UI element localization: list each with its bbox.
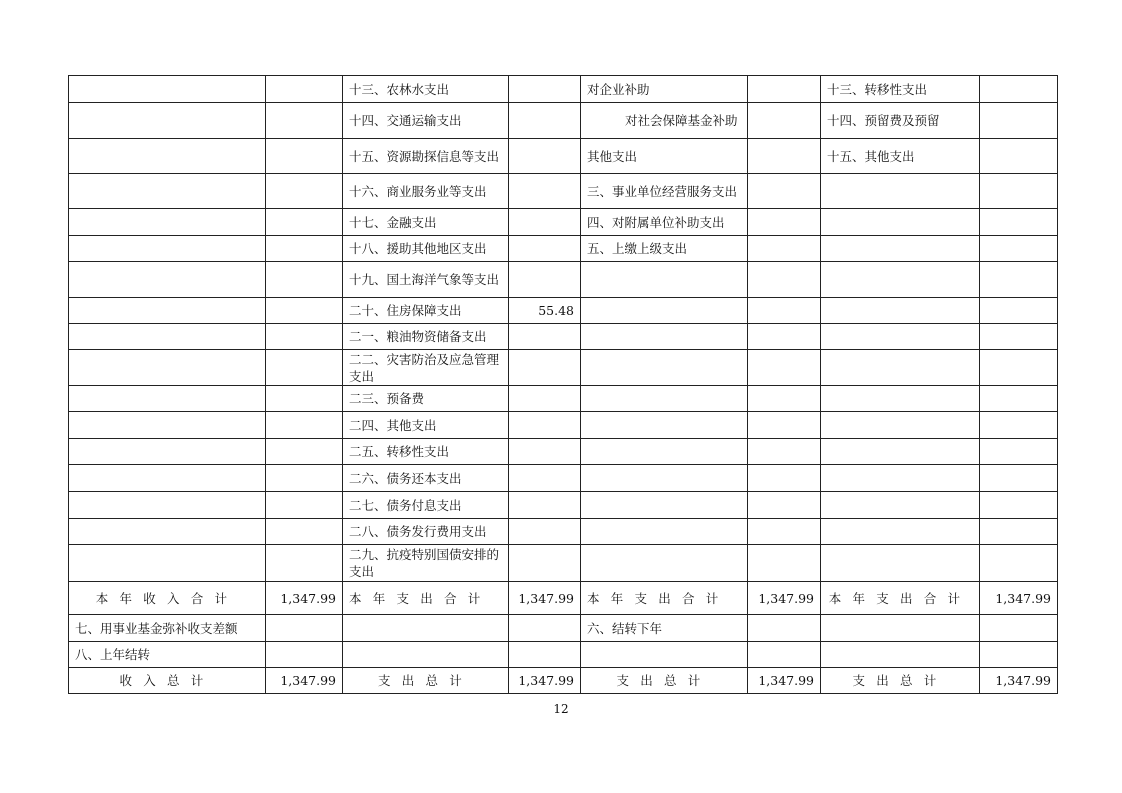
table-cell: 1,347.99 <box>266 582 343 615</box>
table-row <box>69 615 1058 642</box>
table-cell <box>980 139 1058 174</box>
table-row <box>69 519 1058 545</box>
table-cell <box>748 298 821 324</box>
table-cell <box>343 615 509 642</box>
table-cell: 二六、债务还本支出 <box>343 465 509 492</box>
table-cell <box>69 103 266 139</box>
table-cell <box>821 386 980 412</box>
table-cell <box>69 465 266 492</box>
table-cell <box>980 209 1058 236</box>
table-cell <box>69 350 266 386</box>
table-cell: 十四、预留费及预留 <box>821 103 980 139</box>
table-cell <box>266 298 343 324</box>
table-cell: 二九、抗疫特别国债安排的支出 <box>343 545 509 582</box>
table-cell: 二三、预备费 <box>343 386 509 412</box>
table-cell <box>69 76 266 103</box>
table-cell <box>748 615 821 642</box>
table-cell <box>821 209 980 236</box>
table-cell <box>509 642 581 668</box>
table-row <box>69 209 1058 236</box>
table-cell <box>821 412 980 439</box>
table-cell <box>266 262 343 298</box>
table-row <box>69 465 1058 492</box>
table-cell <box>980 103 1058 139</box>
table-cell: 1,347.99 <box>748 582 821 615</box>
table-cell <box>980 439 1058 465</box>
table-cell <box>266 324 343 350</box>
table-cell <box>266 139 343 174</box>
table-cell <box>581 545 748 582</box>
table-cell <box>821 545 980 582</box>
table-cell <box>748 174 821 209</box>
table-cell <box>748 465 821 492</box>
table-cell <box>266 519 343 545</box>
table-cell: 十八、援助其他地区支出 <box>343 236 509 262</box>
table-cell <box>69 174 266 209</box>
table-cell <box>821 642 980 668</box>
table-cell <box>748 642 821 668</box>
table-cell <box>980 324 1058 350</box>
table-row <box>69 386 1058 412</box>
table-row <box>69 642 1058 668</box>
table-cell <box>581 386 748 412</box>
table-cell <box>748 103 821 139</box>
table-row <box>69 582 1058 615</box>
table-row <box>69 545 1058 582</box>
table-cell: 二一、粮油物资储备支出 <box>343 324 509 350</box>
table-cell <box>69 236 266 262</box>
table-row <box>69 236 1058 262</box>
table-cell <box>581 324 748 350</box>
table-cell <box>509 262 581 298</box>
table-cell: 六、结转下年 <box>581 615 748 642</box>
table-cell <box>980 465 1058 492</box>
table-cell <box>581 412 748 439</box>
table-cell <box>748 139 821 174</box>
table-cell <box>69 298 266 324</box>
table-cell <box>509 139 581 174</box>
table-cell <box>509 236 581 262</box>
table-cell <box>980 298 1058 324</box>
table-cell: 十五、其他支出 <box>821 139 980 174</box>
table-cell <box>266 492 343 519</box>
table-cell <box>69 139 266 174</box>
table-cell <box>343 642 509 668</box>
table-cell <box>509 174 581 209</box>
table-cell <box>980 492 1058 519</box>
table-cell: 对社会保障基金补助 <box>581 103 748 139</box>
table-cell <box>821 350 980 386</box>
table-cell <box>748 519 821 545</box>
table-cell <box>748 76 821 103</box>
table-cell <box>69 209 266 236</box>
table-cell <box>821 298 980 324</box>
table-cell: 支出总计 <box>821 668 980 694</box>
table-cell: 八、上年结转 <box>69 642 266 668</box>
table-cell <box>266 350 343 386</box>
table-cell: 二十、住房保障支出 <box>343 298 509 324</box>
table-cell <box>509 615 581 642</box>
table-cell: 二七、债务付息支出 <box>343 492 509 519</box>
table-row <box>69 350 1058 386</box>
table-cell <box>509 76 581 103</box>
table-cell <box>266 386 343 412</box>
table-cell <box>509 209 581 236</box>
table-cell: 1,347.99 <box>748 668 821 694</box>
table-cell: 本年支出合计 <box>581 582 748 615</box>
table-cell <box>509 412 581 439</box>
table-cell: 本年支出合计 <box>821 582 980 615</box>
table-cell <box>69 386 266 412</box>
table-cell <box>266 642 343 668</box>
table-cell: 五、上缴上级支出 <box>581 236 748 262</box>
table-cell <box>581 642 748 668</box>
table-row <box>69 298 1058 324</box>
table-cell <box>509 465 581 492</box>
table-cell <box>581 465 748 492</box>
table-cell: 1,347.99 <box>509 668 581 694</box>
table-cell: 支出总计 <box>581 668 748 694</box>
table-cell: 55.48 <box>509 298 581 324</box>
table-cell <box>821 439 980 465</box>
table-cell <box>266 439 343 465</box>
table-cell <box>748 545 821 582</box>
table-cell: 七、用事业基金弥补收支差额 <box>69 615 266 642</box>
table-cell <box>509 103 581 139</box>
table-cell <box>821 519 980 545</box>
table-cell <box>748 209 821 236</box>
table-cell <box>980 642 1058 668</box>
table-cell <box>748 324 821 350</box>
table-cell <box>748 236 821 262</box>
table-cell: 1,347.99 <box>980 668 1058 694</box>
table-cell: 本年收入合计 <box>69 582 266 615</box>
table-cell <box>748 262 821 298</box>
table-cell <box>581 350 748 386</box>
table-cell <box>266 412 343 439</box>
table-cell: 二八、债务发行费用支出 <box>343 519 509 545</box>
table-cell <box>69 545 266 582</box>
table-cell <box>980 412 1058 439</box>
table-cell <box>266 236 343 262</box>
table-row <box>69 103 1058 139</box>
table-cell <box>980 76 1058 103</box>
table-cell: 十三、农林水支出 <box>343 76 509 103</box>
table-cell <box>509 439 581 465</box>
table-cell <box>509 492 581 519</box>
table-cell: 十九、国土海洋气象等支出 <box>343 262 509 298</box>
budget-table <box>68 75 1058 694</box>
table-row <box>69 439 1058 465</box>
table-cell: 收入总计 <box>69 668 266 694</box>
table-cell: 十四、交通运输支出 <box>343 103 509 139</box>
table-cell <box>980 236 1058 262</box>
table-cell <box>266 174 343 209</box>
table-cell: 四、对附属单位补助支出 <box>581 209 748 236</box>
table-row <box>69 668 1058 694</box>
table-cell <box>266 103 343 139</box>
table-cell <box>509 519 581 545</box>
table-row <box>69 139 1058 174</box>
table-cell <box>581 492 748 519</box>
table-cell <box>69 519 266 545</box>
table-cell <box>821 615 980 642</box>
table-cell <box>980 350 1058 386</box>
table-cell <box>69 412 266 439</box>
table-cell <box>581 298 748 324</box>
table-cell <box>69 262 266 298</box>
table-cell <box>980 262 1058 298</box>
table-cell: 本年支出合计 <box>343 582 509 615</box>
table-cell: 二五、转移性支出 <box>343 439 509 465</box>
table-cell <box>509 324 581 350</box>
table-cell <box>748 412 821 439</box>
table-cell <box>581 262 748 298</box>
table-row <box>69 492 1058 519</box>
table-cell: 十五、资源勘探信息等支出 <box>343 139 509 174</box>
table-cell <box>266 545 343 582</box>
table-cell <box>821 465 980 492</box>
table-cell <box>581 439 748 465</box>
table-cell: 1,347.99 <box>509 582 581 615</box>
table-cell <box>980 545 1058 582</box>
table-row <box>69 324 1058 350</box>
table-cell: 其他支出 <box>581 139 748 174</box>
table-cell <box>748 350 821 386</box>
table-row <box>69 262 1058 298</box>
table-cell <box>266 615 343 642</box>
table-cell <box>69 324 266 350</box>
table-cell <box>509 386 581 412</box>
table-cell: 1,347.99 <box>980 582 1058 615</box>
table-cell: 支出总计 <box>343 668 509 694</box>
table-cell <box>980 519 1058 545</box>
table-cell <box>748 439 821 465</box>
table-cell <box>821 236 980 262</box>
table-cell: 十六、商业服务业等支出 <box>343 174 509 209</box>
table-cell <box>509 545 581 582</box>
table-cell: 二二、灾害防治及应急管理支出 <box>343 350 509 386</box>
table-cell <box>748 386 821 412</box>
table-cell <box>980 174 1058 209</box>
table-cell <box>748 492 821 519</box>
table-cell: 1,347.99 <box>266 668 343 694</box>
table-row <box>69 174 1058 209</box>
table-cell <box>509 350 581 386</box>
table-cell <box>821 324 980 350</box>
table-cell <box>821 174 980 209</box>
table-cell: 十七、金融支出 <box>343 209 509 236</box>
table-cell: 对企业补助 <box>581 76 748 103</box>
table-cell <box>821 492 980 519</box>
table-cell: 三、事业单位经营服务支出 <box>581 174 748 209</box>
table-cell <box>266 209 343 236</box>
table-cell <box>581 519 748 545</box>
table-cell <box>69 439 266 465</box>
table-cell <box>980 615 1058 642</box>
table-cell <box>980 386 1058 412</box>
table-row <box>69 412 1058 439</box>
table-cell <box>266 76 343 103</box>
table-cell <box>266 465 343 492</box>
table-row <box>69 76 1058 103</box>
table-cell <box>69 492 266 519</box>
page-number: 12 <box>553 702 569 716</box>
table-cell <box>821 262 980 298</box>
table-cell: 十三、转移性支出 <box>821 76 980 103</box>
table-cell: 二四、其他支出 <box>343 412 509 439</box>
